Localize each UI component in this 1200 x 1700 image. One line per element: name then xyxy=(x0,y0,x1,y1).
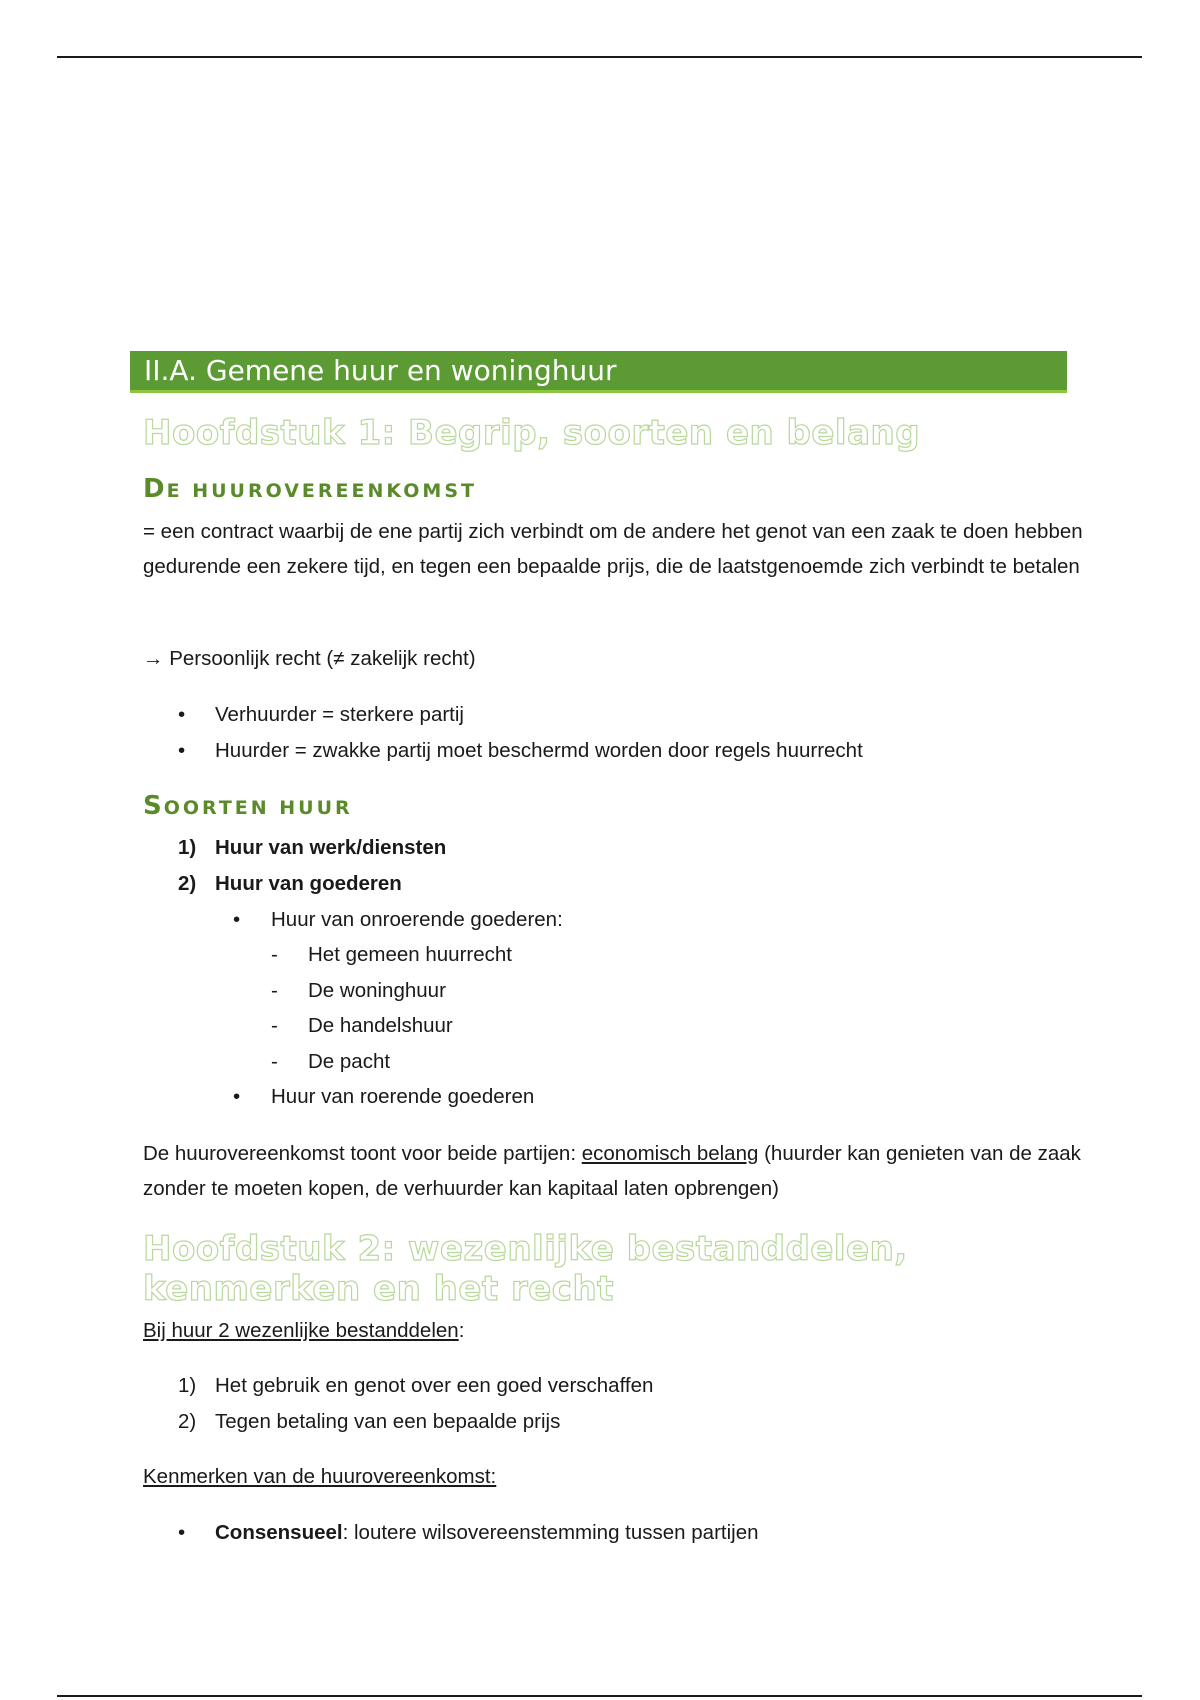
list-item-text xyxy=(215,1518,759,1548)
list-item-text: Huur van onroerende goederen: xyxy=(271,908,563,931)
persoonlijk-recht-line: → Persoonlijk recht (≠ zakelijk recht) xyxy=(143,647,476,670)
belang-paragraph xyxy=(143,1136,1083,1206)
number-marker: 1) xyxy=(178,1374,197,1397)
chapter-2-title-line-2: kenmerken en het recht xyxy=(143,1269,614,1309)
numbered-item-text: Het gebruik en genot over een goed verschaffen xyxy=(215,1374,654,1397)
kenmerk-description: : loutere wilsovereenstemming tussen partijen xyxy=(342,1521,759,1544)
section-rest: OORTEN HUUR xyxy=(163,797,353,819)
economisch-belang: economisch belang xyxy=(581,1142,759,1165)
bullet-marker: • xyxy=(178,703,186,726)
dash-item-text: Het gemeen huurrecht xyxy=(308,943,512,966)
numbered-item-text: Huur van werk/diensten xyxy=(215,836,447,859)
list-item-text: Verhuurder = sterkere partij xyxy=(215,703,464,726)
dash-item-text: De pacht xyxy=(308,1050,391,1073)
dash-marker: - xyxy=(271,1014,278,1037)
number-marker: 2) xyxy=(178,1410,197,1433)
belang-post: (huurder kan genieten van de zaak zonder te moeten kopen, de verhuurder kan kapitaal laten opbrengen) xyxy=(143,1142,1081,1200)
number-marker: 1) xyxy=(178,836,197,859)
kenmerk-term: Consensueel xyxy=(215,1521,343,1544)
dash-item-text: De woninghuur xyxy=(308,979,446,1002)
belang-pre: De huurovereenkomst toont voor beide partijen: xyxy=(143,1142,582,1165)
section-soorten-huur xyxy=(143,791,353,821)
chapter-2-title-line-1: Hoofdstuk 2: wezenlijke bestanddelen, xyxy=(143,1229,908,1269)
bullet-marker: • xyxy=(233,1085,241,1108)
list-item-text: Huurder = zwakke partij moet beschermd worden door regels huurrecht xyxy=(215,739,863,762)
number-marker: 2) xyxy=(178,872,197,895)
bullet-marker: • xyxy=(233,908,241,931)
dash-marker: - xyxy=(271,979,278,1002)
part-banner: II.A. Gemene huur en woninghuur xyxy=(130,351,1067,393)
bestanddelen-heading xyxy=(143,1313,1083,1348)
footer-rule xyxy=(57,1695,1142,1697)
numbered-item-text: Tegen betaling van een bepaalde prijs xyxy=(215,1410,561,1433)
bullet-marker: • xyxy=(178,739,186,762)
section-huurovereenkomst xyxy=(143,474,477,504)
bullet-marker: • xyxy=(178,1521,186,1544)
bestanddelen-heading-text: Bij huur 2 wezenlijke bestanddelen xyxy=(143,1319,459,1342)
section-initial: D xyxy=(143,474,167,504)
bestanddelen-heading-colon: : xyxy=(458,1319,465,1342)
kenmerken-heading-text: Kenmerken van de huurovereenkomst: xyxy=(143,1465,497,1488)
list-item-text: Huur van roerende goederen xyxy=(271,1085,535,1108)
kenmerken-heading xyxy=(143,1459,1083,1494)
chapter-1-title: Hoofdstuk 1: Begrip, soorten en belang xyxy=(143,413,921,453)
dash-item-text: De handelshuur xyxy=(308,1014,453,1037)
definition-paragraph: = een contract waarbij de ene partij zich verbindt om de andere het genot van een zaak te doen hebben gedurende een zekere tijd, en tegen een bepaalde prijs, die de laatstgenoemde zich verbindt te betalen xyxy=(143,520,1083,578)
dash-marker: - xyxy=(271,943,278,966)
header-rule xyxy=(57,56,1142,58)
section-initial: S xyxy=(143,791,164,821)
section-rest: E HUUROVEREENKOMST xyxy=(166,480,477,502)
dash-marker: - xyxy=(271,1050,278,1073)
numbered-item-text: Huur van goederen xyxy=(215,872,402,895)
